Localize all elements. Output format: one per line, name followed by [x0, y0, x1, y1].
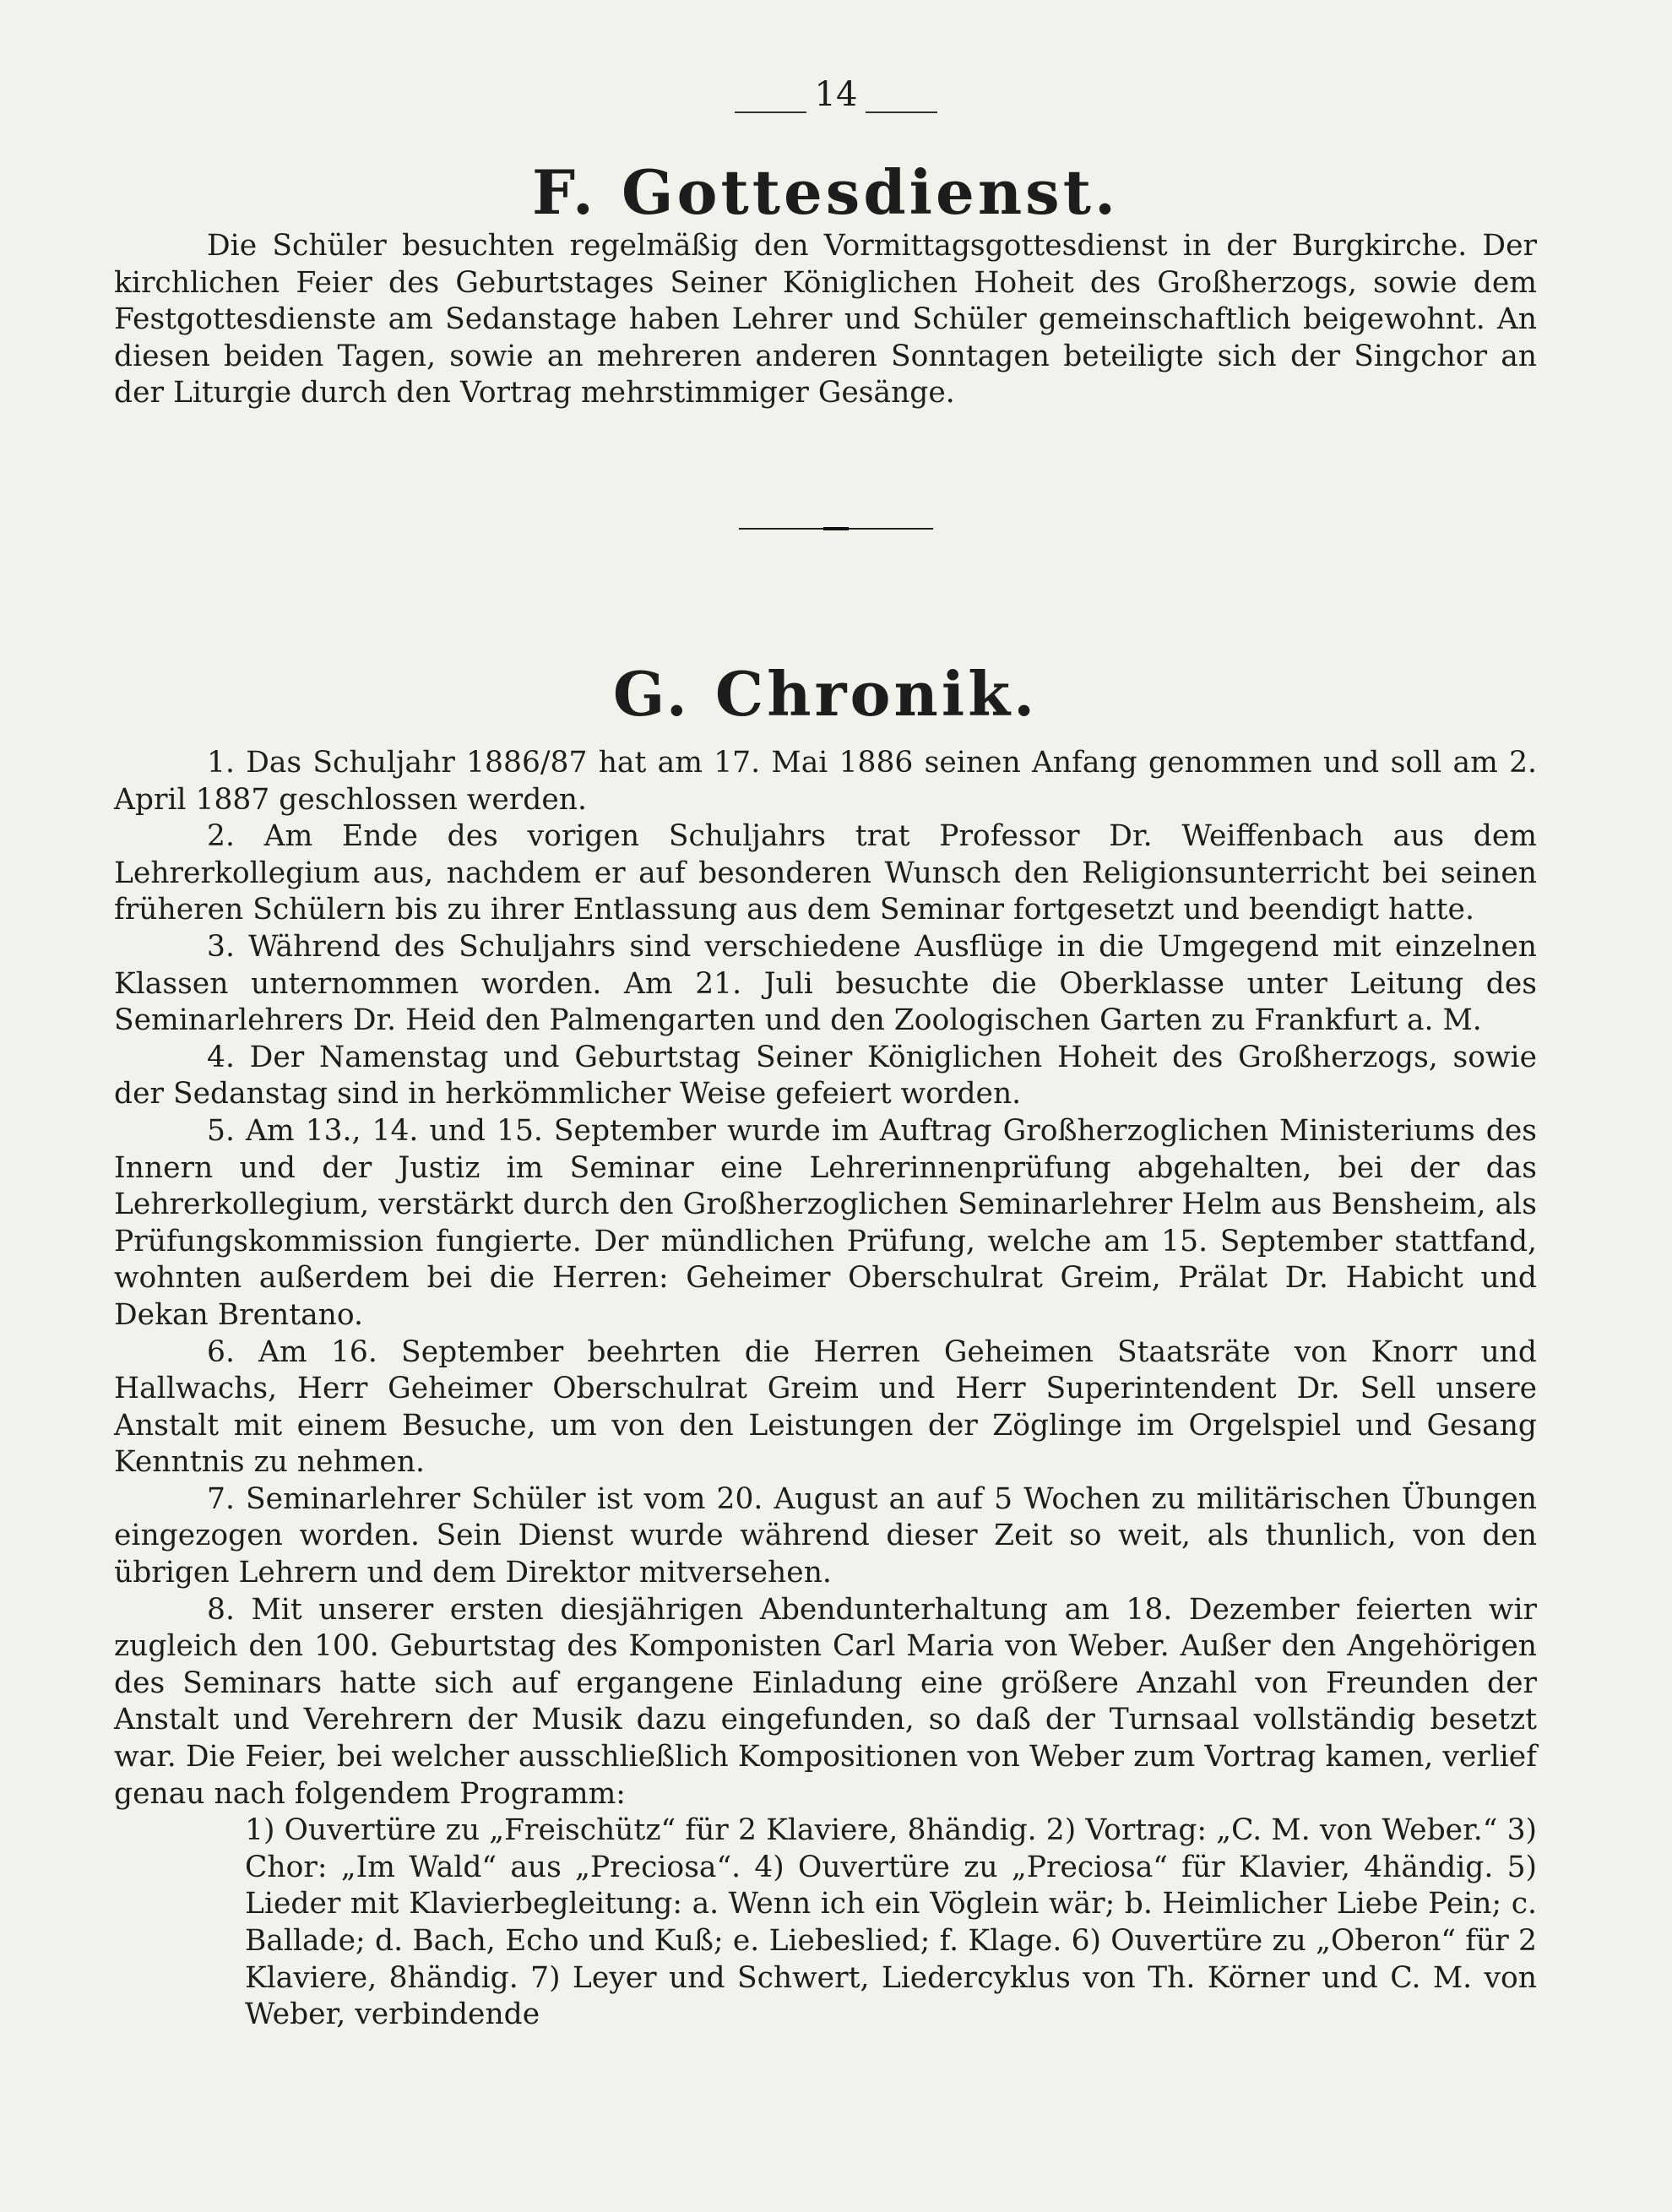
section-heading-chronik: G. Chronik. [612, 658, 1039, 730]
chronik-item-7: 7. Seminarlehrer Schüler ist vom 20. August an auf 5 Wochen zu militärischen Übungen eingezogen worden. Sein Dienst wurde während dieser Zeit so weit, als thunlich, von den übrigen Lehrern und dem Direktor mitversehen. [114, 1481, 1537, 1590]
chronik-item-5: 5. Am 13., 14. und 15. September wurde im Auftrag Großherzoglichen Ministeriums des Innern und der Justiz im Seminar eine Lehrerinnenprüfung abgehalten, bei der das Lehrerkollegium, verstärkt durch den Großherzoglichen Seminarlehrer Helm aus Bensheim, als Prüfungskommission fungierte. Der mündlichen Prüfung, welche am 15. September stattfand, wohnten außerdem bei die Herren: Geheimer Oberschulrat Greim, Prälat Dr. Habicht und Dekan Brentano. [114, 1113, 1537, 1332]
section-divider [0, 517, 1672, 533]
section-heading-gottesdienst: F. Gottesdienst. [531, 156, 1120, 228]
page-number-rule-right [866, 111, 937, 113]
concert-program: 1) Ouvertüre zu „Freischütz“ für 2 Klaviere, 8händig. 2) Vortrag: „C. M. von Weber.“ 3) Chor: „Im Wald“ aus „Preciosa“. 4) Ouvertüre zu „Preciosa“ für Klavier, 4händig. 5) Lieder mit Klavierbegleitung: a. Wenn ich ein Vöglein wär; b. Heimlicher Liebe Pein; c. Ballade; d. Bach, Echo und Kuß; e. Liebeslied; f. Klage. 6) Ouvertüre zu „Oberon“ für 2 Klaviere, 8händig. 7) Leyer und Schwert, Liedercyklus von Th. Körner und C. M. von Weber, verbindende [245, 1813, 1537, 2032]
chronik-item-1: 1. Das Schuljahr 1886/87 hat am 17. Mai 1886 seinen Anfang genommen und soll am 2. April 1887 geschlossen werden. [114, 746, 1537, 817]
divider-line [739, 528, 933, 530]
chronik-item-2: 2. Am Ende des vorigen Schuljahrs trat Professor Dr. Weiffenbach aus dem Lehrerkollegium aus, nachdem er auf besonderen Wunsch den Religionsunterricht bei seinen früheren Schülern bis zu ihrer Entlassung aus dem Seminar fortgesetzt und beendigt hatte. [114, 819, 1537, 927]
chronik-item-4: 4. Der Namenstag und Geburtstag Seiner Königlichen Hoheit des Großherzogs, sowie der Sedanstag sind in herkömmlicher Weise gefeiert worden. [114, 1040, 1537, 1111]
page-number: 14 [814, 75, 858, 114]
chronik-item-8: 8. Mit unserer ersten diesjährigen Abendunterhaltung am 18. Dezember feierten wir zugleich den 100. Geburtstag des Komponisten Carl Maria von Weber. Außer den Angehörigen des Seminars hatte sich auf ergangene Einladung eine größere Anzahl von Freunden der Anstalt und Verehrern der Musik dazu eingefunden, so daß der Turnsaal vollständig besetzt war. Die Feier, bei welcher ausschließlich Kompositionen von Weber zum Vortrag kamen, verlief genau nach folgendem Programm: [114, 1592, 1537, 1811]
section-gottesdienst [114, 157, 1537, 412]
gottesdienst-paragraph: Die Schüler besuchten regelmäßig den Vormittagsgottesdienst in der Burgkirche. Der kirchlichen Feier des Geburtstages Seiner Königlichen Hoheit des Großherzogs, sowie dem Festgottesdienste am Sedanstage haben Lehrer und Schüler gemeinschaftlich beigewohnt. An diesen beiden Tagen, sowie an mehreren anderen Sonntagen beteiligte sich der Singchor an der Liturgie durch den Vortrag mehrstimmiger Gesänge. [114, 229, 1537, 410]
page-number-header [0, 74, 1672, 115]
page-number-rule-left [735, 111, 806, 113]
chronik-item-3: 3. Während des Schuljahrs sind verschiedene Ausflüge in die Umgegend mit einzelnen Klassen unternommen worden. Am 21. Juli besuchte die Oberklasse unter Leitung des Seminarlehrers Dr. Heid den Palmengarten und den Zoologischen Garten zu Frankfurt a. M. [114, 929, 1537, 1038]
section-chronik [114, 659, 1537, 2034]
chronik-item-6: 6. Am 16. September beehrten die Herren Geheimen Staatsräte von Knorr und Hallwachs, Herr Geheimer Oberschulrat Greim und Herr Superintendent Dr. Sell unsere Anstalt mit einem Besuche, um von den Leistungen der Zöglinge im Orgelspiel und Gesang Kenntnis zu nehmen. [114, 1334, 1537, 1480]
